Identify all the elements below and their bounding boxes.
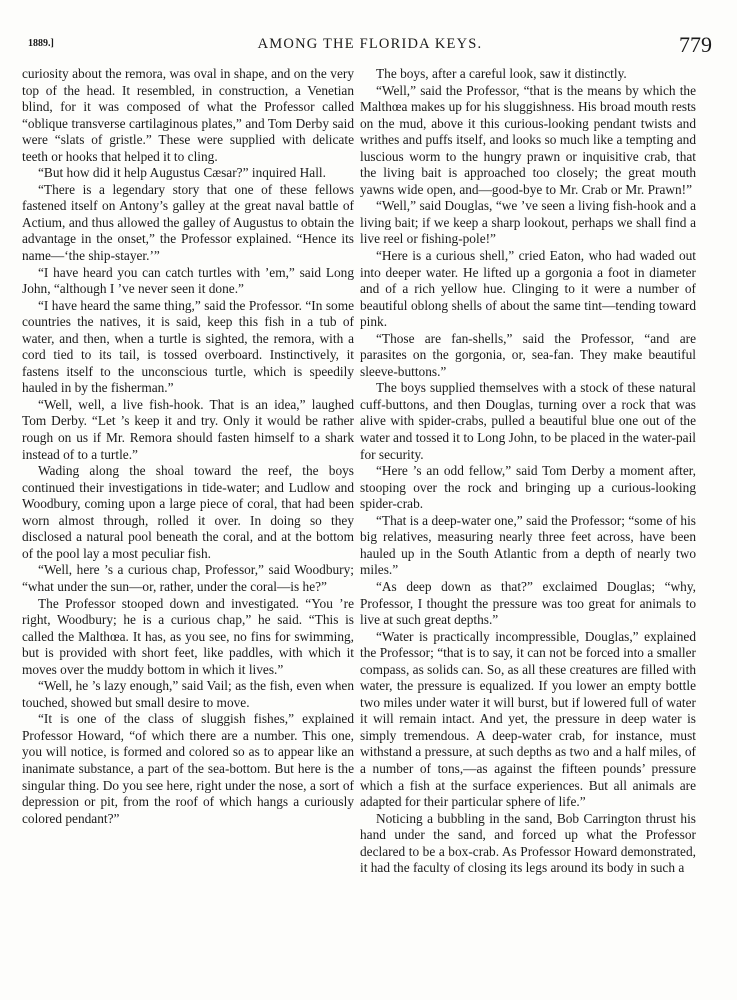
paragraph: “It is one of the class of sluggish fishes,” explained Professor Howard, “of which there are a number. This one, you will notice, is formed and colored so as to appear like an inanimate substance, a part of the sea-bottom. But here is the singular thing. Do you see here, right under the nose, a sort of depression or pit, from the roof of which hangs a curiously colored pendant?”: [22, 711, 354, 826]
paragraph: “Well, well, a live fish-hook. That is an idea,” laughed Tom Derby. “Let ’s keep it and try. Only it would be rather rough on us if Mr. Remora should fasten himself to a shark instead of to a turtle.”: [22, 396, 354, 462]
paragraph: “That is a deep-water one,” said the Professor; “some of his big relatives, measuring nearly three feet across, have been hauled up in the South Atlantic from a depth of nearly two miles.”: [360, 512, 696, 578]
paragraph: Noticing a bubbling in the sand, Bob Carrington thrust his hand under the sand, and forced up what the Professor declared to be a box-crab. As Professor Howard demonstrated, it had the faculty of closing its legs around its body in such a: [360, 810, 696, 876]
paragraph: “Well, here ’s a curious chap, Professor,” said Woodbury; “what under the sun—or, rather, under the coral—is he?”: [22, 562, 354, 594]
paragraph: curiosity about the remora, was oval in shape, and on the very top of the head. It resembled, in construction, a Venetian blind, for it was composed of what the Professor called “oblique transverse cartilaginous plates,” and Tom Derby said were “slats of gristle.” These were supplied with delicate teeth or hooks that helped it to cling.: [22, 66, 354, 164]
paragraph: “I have heard the same thing,” said the Professor. “In some countries the natives, it is said, keep this fish in a tub of water, and then, when a turtle is sighted, the remora, with a cord tied to its tail, is tossed overboard. Instinctively, it fastens itself to the unconscious turtle, which is speedily hauled in by the fisherman.”: [22, 297, 354, 396]
paragraph: “I have heard you can catch turtles with ’em,” said Long John, “although I ’ve never seen it done.”: [22, 264, 354, 297]
paragraph: “As deep down as that?” exclaimed Douglas; “why, Professor, I thought the pressure was too great for animals to live at such great depths.”: [360, 578, 696, 628]
paragraph: “Here is a curious shell,” cried Eaton, who had waded out into deeper water. He lifted up a gorgonia a foot in diameter and of a rich yellow hue. Clinging to it were a number of beautiful oblong shells of about the same tint—tending toward pink.: [360, 248, 696, 330]
left-column: [22, 66, 354, 827]
paragraph: The boys supplied themselves with a stock of these natural cuff-buttons, and then Douglas, turning over a rock that was alive with spider-crabs, pulled a beautiful blue one out of the water and tossed it to Long John, to be placed in the water-pail for security.: [360, 380, 696, 462]
paragraph: “There is a legendary story that one of these fellows fastened itself on Antony’s galley at the great naval battle of Actium, and thus allowed the galley of Augustus to obtain the advantage in the onset,” the Professor explained. “Hence its name—‘the ship-stayer.’”: [22, 181, 354, 264]
paragraph: The Professor stooped down and investigated. “You ’re right, Woodbury; he is a curious chap,” he said. “This is called the Malthœa. It has, as you see, no fins for swimming, but is provided with short feet, like paddles, with which it moves over the muddy bottom in which it lives.”: [22, 595, 354, 677]
paragraph: “Well,” said the Professor, “that is the means by which the Malthœa makes up for his sluggishness. His broad mouth rests on the mud, above it this curious-looking pendant twists and writhes and puffs itself, and looks so much like a tempting and luscious worm to the hungry prawn or inquisitive crab, that the living bait is approached too closely; the great mouth yawns wide open, and—good-bye to Mr. Crab or Mr. Prawn!”: [360, 82, 696, 197]
paragraph: “Water is practically incompressible, Douglas,” explained the Professor; “that is to say, it can not be forced into a smaller compass, as solids can. So, as all these creatures are filled with water, the pressure is equalized. If you lower an empty bottle two miles under water it will burst, but if lowered full of water it will remain intact. And yet, the pressure in deep water is simply tremendous. A deep-water crab, for instance, must withstand a pressure, at such depths as two and a half miles, of a number of tons,—as against the fifteen pounds’ pressure which a fish at the surface experiences. But all animals are adapted for their particular sphere of life.”: [360, 628, 696, 810]
paragraph: “Those are fan-shells,” said the Professor, “and are parasites on the gorgonia, or, sea-fan. They make beautiful sleeve-buttons.”: [360, 330, 696, 379]
header-year: 1889.]: [28, 38, 54, 49]
header-title: AMONG THE FLORIDA KEYS.: [257, 36, 483, 52]
paragraph: “But how did it help Augustus Cæsar?” inquired Hall.: [38, 165, 326, 181]
running-header: [28, 32, 712, 58]
paragraph: “Well,” said Douglas, “we ’ve seen a living fish-hook and a living bait; if we keep a sharp lookout, perhaps we shall find a live reel or fishing-pole!”: [360, 198, 696, 247]
paragraph: The boys, after a careful look, saw it distinctly.: [376, 66, 627, 81]
paragraph: Wading along the shoal toward the reef, the boys continued their investigations in tide-water; and Ludlow and Woodbury, coming upon a large piece of coral, that had been worn almost through, rolled it over. In doing so they disclosed a natural pool beneath the coral, and at the bottom of the pool lay a most peculiar fish.: [22, 463, 354, 561]
paragraph: “Here ’s an odd fellow,” said Tom Derby a moment after, stooping over the rock and bringing up a curious-looking spider-crab.: [360, 463, 696, 512]
page-number: 779: [679, 32, 712, 57]
right-column: [360, 66, 696, 877]
paragraph: “Well, he ’s lazy enough,” said Vail; as the fish, even when touched, showed but small desire to move.: [22, 678, 354, 710]
